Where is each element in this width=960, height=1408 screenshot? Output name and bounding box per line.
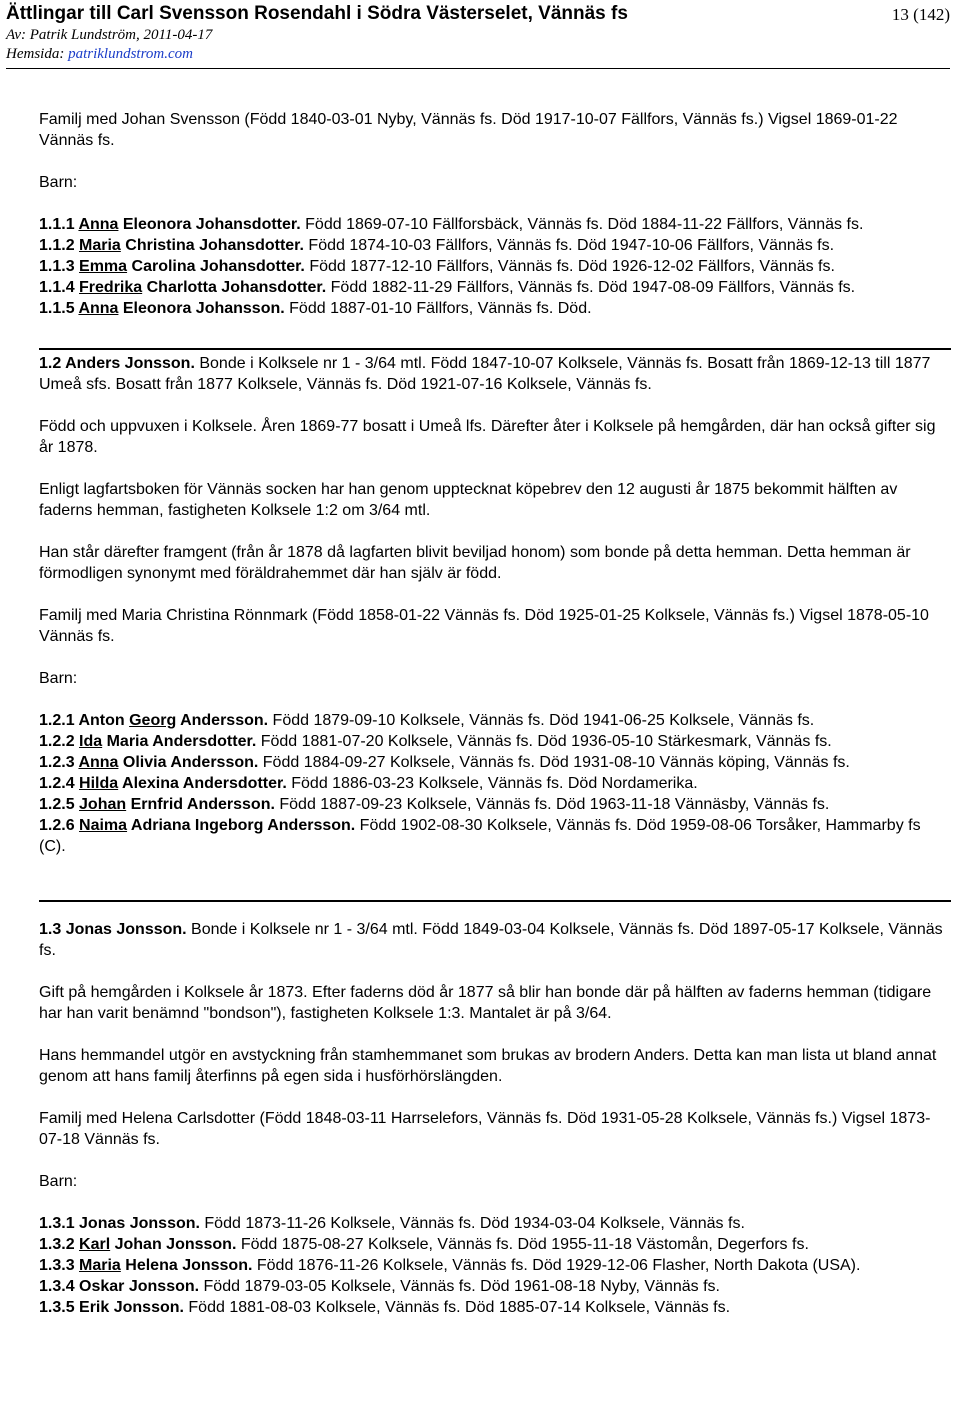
child-entry	[39, 1297, 949, 1318]
person-info: Bonde i Kolksele nr 1 - 3/64 mtl. Född 1849-03-04 Kolksele, Vännäs fs. Död 1897-05-17 Kolksele, Vännäs fs.	[39, 921, 943, 959]
children-list-3	[39, 1213, 949, 1318]
child-info: Född 1881-07-20 Kolksele, Vännäs fs. Död 1936-05-10 Stärkesmark, Vännäs fs.	[256, 733, 832, 750]
family-intro-johan: Familj med Johan Svensson (Född 1840-03-01 Nyby, Vännäs fs. Död 1917-10-07 Fällfors, Vännäs fs.) Vigsel 1869-01-22 Vännäs fs.	[39, 111, 898, 149]
page-number: 13 (142)	[891, 5, 950, 24]
child-number: 1.2.3	[39, 754, 79, 771]
child-name-rest: Alexina Andersdotter.	[118, 775, 287, 792]
person-name: 1.2 Anders Jonsson.	[39, 355, 195, 372]
section-divider	[39, 900, 951, 902]
child-number: 1.2.5	[39, 796, 80, 813]
child-given-name: Fredrika	[79, 279, 143, 296]
child-given-name: Ida	[79, 733, 103, 750]
child-entry	[39, 773, 949, 794]
paragraph: Gift på hemgården i Kolksele år 1873. Efter faderns död år 1877 så blir han bonde där på hälften av faderns hemman (tidigare har han varit benämnd "bondson"), fastigheten Kolksele 1:3. Mantalet är på 3/64.	[39, 984, 932, 1022]
header-divider	[6, 68, 950, 69]
child-given-name: Anna	[78, 754, 119, 771]
child-given-name: Johan	[79, 796, 127, 813]
child-name-rest: Maria Andersdotter.	[102, 733, 257, 750]
child-name-rest: Charlotta Johansdotter.	[142, 279, 327, 296]
child-number: 1.3.2	[39, 1236, 80, 1253]
child-number: 1.2.6	[39, 817, 80, 834]
child-name-rest: Adriana Ingeborg Andersson.	[127, 817, 356, 834]
child-entry	[39, 1213, 949, 1234]
child-given-name: Karl	[79, 1236, 111, 1253]
person-entry-anders	[39, 353, 949, 395]
child-entry	[39, 815, 949, 857]
child-info: Född 1874-10-03 Fällfors, Vännäs fs. Död 1947-10-06 Fällfors, Vännäs fs.	[303, 237, 835, 254]
paragraph: Han står därefter framgent (från år 1878 då lagfarten blivit beviljad honom) som bonde på detta hemman. Detta hemman är förmodligen synonymt med föräldrahemmet där han själv är född.	[39, 544, 911, 582]
child-number: 1.1.3	[39, 258, 80, 275]
child-name-prefix: Oskar Jonsson.	[79, 1278, 200, 1295]
family-intro-helena: Familj med Helena Carlsdotter (Född 1848-03-11 Harrselefors, Vännäs fs. Död 1931-05-28 Kolksele, Vännäs fs.) Vigsel 1873-07-18 Vännäs fs.	[39, 1110, 931, 1148]
child-number: 1.1.5	[39, 300, 79, 317]
children-label: Barn:	[39, 1173, 78, 1190]
child-number: 1.1.1	[39, 216, 79, 233]
child-info: Född 1869-07-10 Fällforsbäck, Vännäs fs. Död 1884-11-22 Fällfors, Vännäs fs.	[300, 216, 864, 233]
child-entry	[39, 256, 949, 277]
homepage-line	[6, 45, 950, 64]
person-name: 1.3 Jonas Jonsson.	[39, 921, 187, 938]
child-info: Född 1879-03-05 Kolksele, Vännäs fs. Död 1961-08-18 Nyby, Vännäs fs.	[199, 1278, 720, 1295]
child-entry	[39, 794, 949, 815]
child-name-rest: Olivia Andersson.	[118, 754, 259, 771]
child-info: Född 1887-09-23 Kolksele, Vännäs fs. Död 1963-11-18 Vännäsby, Vännäs fs.	[274, 796, 830, 813]
child-given-name: Georg	[129, 712, 177, 729]
child-number: 1.2.1	[39, 712, 79, 729]
child-entry	[39, 752, 949, 773]
children-list-2	[39, 710, 949, 857]
child-info: Född 1882-11-29 Fällfors, Vännäs fs. Död 1947-08-09 Fällfors, Vännäs fs.	[326, 279, 856, 296]
children-label: Barn:	[39, 174, 78, 191]
child-entry	[39, 235, 949, 256]
paragraph: Enligt lagfartsboken för Vännäs socken har han genom upptecknat köpebrev den 12 augusti år 1875 bekommit hälften av faderns hemman, fastigheten Kolksele 1:2 om 3/64 mtl.	[39, 481, 898, 519]
paragraph: Hans hemmandel utgör en avstyckning från stamhemmanet som brukas av brodern Anders. Detta kan man lista ut bland annat genom att hans familj återfinns på egen sida i husförhörslängden.	[39, 1047, 937, 1085]
child-entry	[39, 731, 949, 752]
child-info: Född 1881-08-03 Kolksele, Vännäs fs. Död 1885-07-14 Kolksele, Vännäs fs.	[183, 1299, 731, 1316]
family-intro-maria: Familj med Maria Christina Rönnmark (Född 1858-01-22 Vännäs fs. Död 1925-01-25 Kolksele, Vännäs fs.) Vigsel 1878-05-10 Vännäs fs.	[39, 607, 929, 645]
child-info: Född 1876-11-26 Kolksele, Vännäs fs. Död 1929-12-06 Flasher, North Dakota (USA).	[252, 1257, 861, 1274]
child-entry	[39, 1255, 949, 1276]
child-number: 1.3.3	[39, 1257, 80, 1274]
child-info: Född 1887-01-10 Fällfors, Vännäs fs. Död.	[284, 300, 592, 317]
child-entry	[39, 214, 949, 235]
child-entry	[39, 710, 949, 731]
child-given-name: Emma	[79, 258, 128, 275]
child-name-rest: Eleonora Johansdotter.	[118, 216, 301, 233]
section-divider	[39, 348, 951, 350]
child-number: 1.3.1	[39, 1215, 80, 1232]
child-name-rest: Andersson.	[176, 712, 269, 729]
child-name-rest: Helena Jonsson.	[120, 1257, 253, 1274]
child-given-name: Hilda	[79, 775, 119, 792]
child-given-name: Anna	[78, 216, 119, 233]
person-entry-jonas	[39, 919, 949, 961]
child-number: 1.3.4	[39, 1278, 80, 1295]
child-number: 1.1.4	[39, 279, 80, 296]
child-entry	[39, 277, 949, 298]
child-name-rest: Johan Jonsson.	[110, 1236, 237, 1253]
child-entry	[39, 1234, 949, 1255]
page-header	[6, 2, 950, 64]
child-entry	[39, 1276, 949, 1297]
author-line: Av: Patrik Lundström, 2011-04-17	[6, 27, 213, 43]
child-info: Född 1877-12-10 Fällfors, Vännäs fs. Död 1926-12-02 Fällfors, Vännäs fs.	[304, 258, 835, 275]
child-number: 1.2.2	[39, 733, 80, 750]
children-list-1	[39, 214, 949, 319]
homepage-link[interactable]: patriklundstrom.com	[68, 46, 193, 62]
child-info: Född 1879-09-10 Kolksele, Vännäs fs. Död 1941-06-25 Kolksele, Vännäs fs.	[268, 712, 815, 729]
child-name-rest: Christina Johansdotter.	[120, 237, 304, 254]
child-name-rest: Ernfrid Andersson.	[126, 796, 275, 813]
child-name-rest: Eleonora Johansson.	[118, 300, 285, 317]
paragraph: Född och uppvuxen i Kolksele. Åren 1869-77 bosatt i Umeå lfs. Därefter åter i Kolksele på hemgården, där han också gifter sig år 1878.	[39, 418, 936, 456]
person-info: Bonde i Kolksele nr 1 - 3/64 mtl. Född 1847-10-07 Kolksele, Vännäs fs. Bosatt från 1869-12-13 till 1877 Umeå sfs. Bosatt från 1877 Kolksele, Vännäs fs. Död 1921-07-16 Kolksele, Vännäs fs.	[39, 355, 931, 393]
child-given-name: Naima	[79, 817, 128, 834]
child-number: 1.3.5	[39, 1299, 80, 1316]
child-number: 1.1.2	[39, 237, 80, 254]
child-info: Född 1884-09-27 Kolksele, Vännäs fs. Död 1931-08-10 Vännäs köping, Vännäs fs.	[258, 754, 850, 771]
child-name-prefix: Anton	[78, 712, 130, 729]
document-title: Ättlingar till Carl Svensson Rosendahl i Södra Västerselet, Vännäs fs	[6, 3, 628, 24]
child-entry	[39, 298, 949, 319]
child-info: Född 1886-03-23 Kolksele, Vännäs fs. Död Nordamerika.	[286, 775, 698, 792]
child-name-prefix: Jonas Jonsson.	[79, 1215, 200, 1232]
child-name-rest: Carolina Johansdotter.	[127, 258, 305, 275]
children-label: Barn:	[39, 670, 78, 687]
child-info: Född 1873-11-26 Kolksele, Vännäs fs. Död 1934-03-04 Kolksele, Vännäs fs.	[199, 1215, 745, 1232]
child-given-name: Anna	[78, 300, 119, 317]
document-body	[39, 109, 949, 1318]
child-info: Född 1902-08-30 Kolksele, Vännäs fs. Död 1959-08-06 Torsåker, Hammarby fs (C).	[39, 817, 921, 855]
child-number: 1.2.4	[39, 775, 80, 792]
child-given-name: Maria	[79, 237, 121, 254]
child-name-prefix: Erik Jonsson.	[79, 1299, 184, 1316]
homepage-label: Hemsida:	[6, 46, 69, 62]
child-info: Född 1875-08-27 Kolksele, Vännäs fs. Död 1955-11-18 Västomån, Degerfors fs.	[236, 1236, 809, 1253]
child-given-name: Maria	[79, 1257, 121, 1274]
